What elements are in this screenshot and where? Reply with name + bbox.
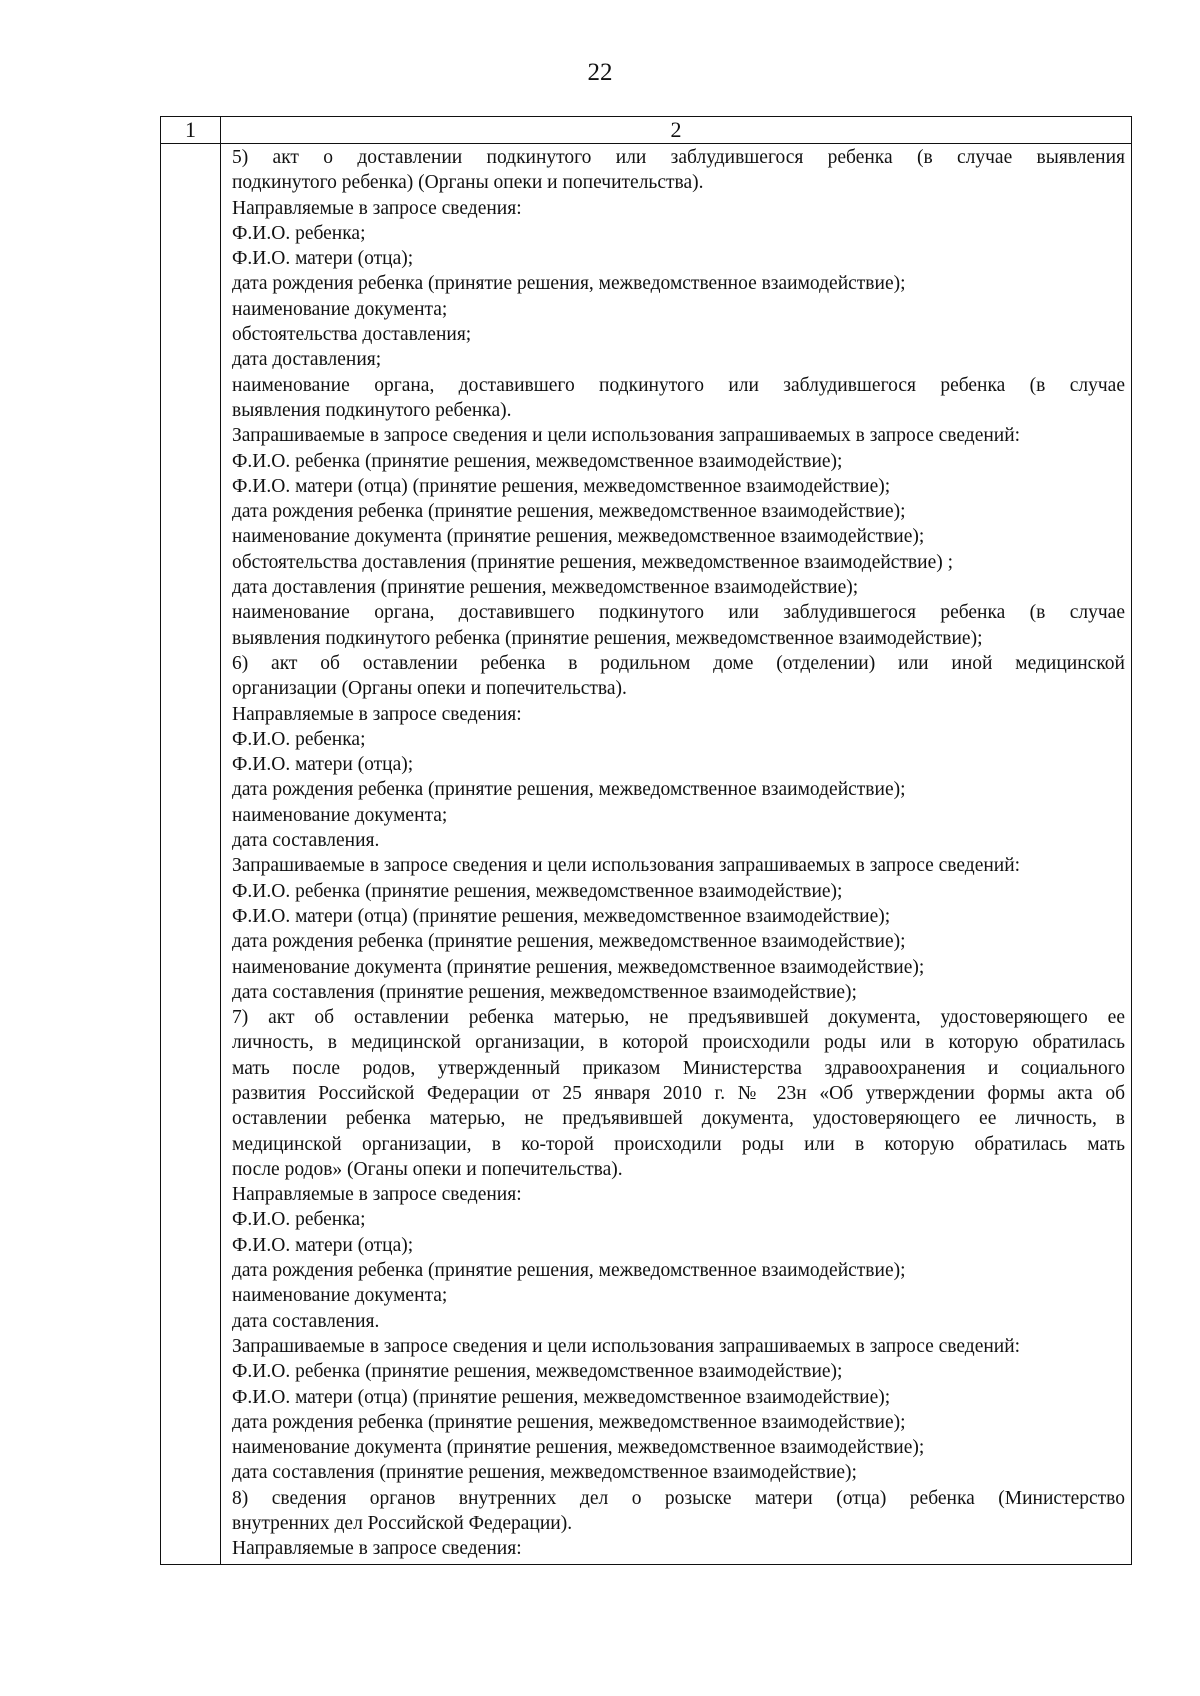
text-line: оставлении ребенка матерью, не предъявившей документа, удостоверяющего ее личность, в <box>232 1108 1125 1130</box>
text-line: Направляемые в запросе сведения: <box>232 197 522 219</box>
text-line: мать после родов, утвержденный приказом Министерства здравоохранения и социального <box>232 1057 1125 1079</box>
text-line: обстоятельства доставления; <box>232 324 472 346</box>
column-2-cell <box>221 144 1132 1565</box>
text-line: Ф.И.О. матери (отца); <box>232 248 414 270</box>
text-line: Ф.И.О. матери (отца) (принятие решения, межведомственное взаимодействие); <box>232 1386 891 1408</box>
text-line: Ф.И.О. матери (отца); <box>232 754 414 776</box>
text-line: обстоятельства доставления (принятие решения, межведомственное взаимодействие) ; <box>232 551 954 573</box>
text-line: Ф.И.О. ребенка; <box>232 1209 366 1231</box>
text-line: дата рождения ребенка (принятие решения, межведомственное взаимодействие); <box>232 779 906 801</box>
text-line: организации (Органы опеки и попечительства). <box>232 678 627 700</box>
cell-text <box>221 144 1131 1564</box>
text-line: дата составления (принятие решения, межведомственное взаимодействие); <box>232 981 857 1003</box>
text-line: Ф.И.О. ребенка (принятие решения, межведомственное взаимодействие); <box>232 880 843 902</box>
page-number: 22 <box>587 59 613 86</box>
table-row <box>161 144 1132 1565</box>
text-line: внутренних дел Российской Федерации). <box>232 1513 573 1535</box>
text-line: дата составления. <box>232 830 380 852</box>
text-line: наименование документа; <box>232 804 448 826</box>
text-line: дата рождения ребенка (принятие решения, межведомственное взаимодействие); <box>232 273 906 295</box>
text-line: Ф.И.О. матери (отца) (принятие решения, межведомственное взаимодействие); <box>232 905 891 927</box>
text-line: дата доставления; <box>232 349 382 371</box>
column-header-1: 1 <box>161 117 221 144</box>
text-line: личность, в медицинской организации, в которой происходили роды или в которую обратилась <box>232 1032 1125 1054</box>
text-line: 5) акт о доставлении подкинутого или заблудившегося ребенка (в случае выявления <box>232 147 1125 168</box>
text-line: выявления подкинутого ребенка). <box>232 399 512 421</box>
document-table <box>160 116 1132 1565</box>
text-line: Запрашиваемые в запросе сведения и цели использования запрашиваемых в запросе сведений: <box>232 855 1021 877</box>
text-line: наименование документа; <box>232 1285 448 1307</box>
text-line: Ф.И.О. матери (отца) (принятие решения, межведомственное взаимодействие); <box>232 475 891 497</box>
text-line: Направляемые в запросе сведения: <box>232 1184 522 1206</box>
text-line: 8) сведения органов внутренних дел о розыске матери (отца) ребенка (Министерство <box>232 1487 1125 1509</box>
text-line: дата составления. <box>232 1310 380 1332</box>
text-line: дата рождения ребенка (принятие решения, межведомственное взаимодействие); <box>232 501 906 523</box>
text-line: дата рождения ребенка (принятие решения, межведомственное взаимодействие); <box>232 1411 906 1433</box>
text-line: наименование органа, доставившего подкинутого или заблудившегося ребенка (в случае <box>232 374 1125 396</box>
text-line: Ф.И.О. ребенка (принятие решения, межведомственное взаимодействие); <box>232 1361 843 1383</box>
text-line: развития Российской Федерации от 25 января 2010 г. № 23н «Об утверждении формы акта об <box>232 1082 1125 1104</box>
text-line: наименование органа, доставившего подкинутого или заблудившегося ребенка (в случае <box>232 602 1125 624</box>
text-line: наименование документа; <box>232 298 448 320</box>
text-line: Ф.И.О. ребенка; <box>232 728 366 750</box>
text-line: Запрашиваемые в запросе сведения и цели использования запрашиваемых в запросе сведений: <box>232 1335 1021 1357</box>
text-line: 6) акт об оставлении ребенка в родильном доме (отделении) или иной медицинской <box>232 652 1125 674</box>
column-1-cell <box>161 144 221 1565</box>
text-line: Ф.И.О. матери (отца); <box>232 1234 414 1256</box>
text-line: Ф.И.О. ребенка (принятие решения, межведомственное взаимодействие); <box>232 450 843 472</box>
text-line: дата составления (принятие решения, межведомственное взаимодействие); <box>232 1462 857 1484</box>
text-line: наименование документа (принятие решения, межведомственное взаимодействие); <box>232 956 925 978</box>
text-line: выявления подкинутого ребенка (принятие решения, межведомственное взаимодействие); <box>232 627 983 649</box>
text-line: подкинутого ребенка) (Органы опеки и попечительства). <box>232 172 704 194</box>
text-line: дата рождения ребенка (принятие решения, межведомственное взаимодействие); <box>232 931 906 953</box>
text-line: наименование документа (принятие решения, межведомственное взаимодействие); <box>232 1437 925 1459</box>
table-header-row <box>161 117 1132 144</box>
text-line: после родов» (Оганы опеки и попечительства). <box>232 1158 623 1180</box>
text-line: 7) акт об оставлении ребенка матерью, не предъявившей документа, удостоверяющего ее <box>232 1007 1125 1029</box>
text-line: медицинской организации, в ко-торой происходили роды или в которую обратилась мать <box>232 1133 1125 1155</box>
text-line: наименование документа (принятие решения, межведомственное взаимодействие); <box>232 526 925 548</box>
text-line: дата доставления (принятие решения, межведомственное взаимодействие); <box>232 577 859 599</box>
text-line: дата рождения ребенка (принятие решения, межведомственное взаимодействие); <box>232 1260 906 1282</box>
text-line: Запрашиваемые в запросе сведения и цели использования запрашиваемых в запросе сведений: <box>232 425 1021 447</box>
text-line: Направляемые в запросе сведения: <box>232 703 522 725</box>
text-line: Ф.И.О. ребенка; <box>232 222 366 244</box>
column-header-2: 2 <box>221 117 1132 144</box>
text-line: Направляемые в запросе сведения: <box>232 1538 522 1560</box>
